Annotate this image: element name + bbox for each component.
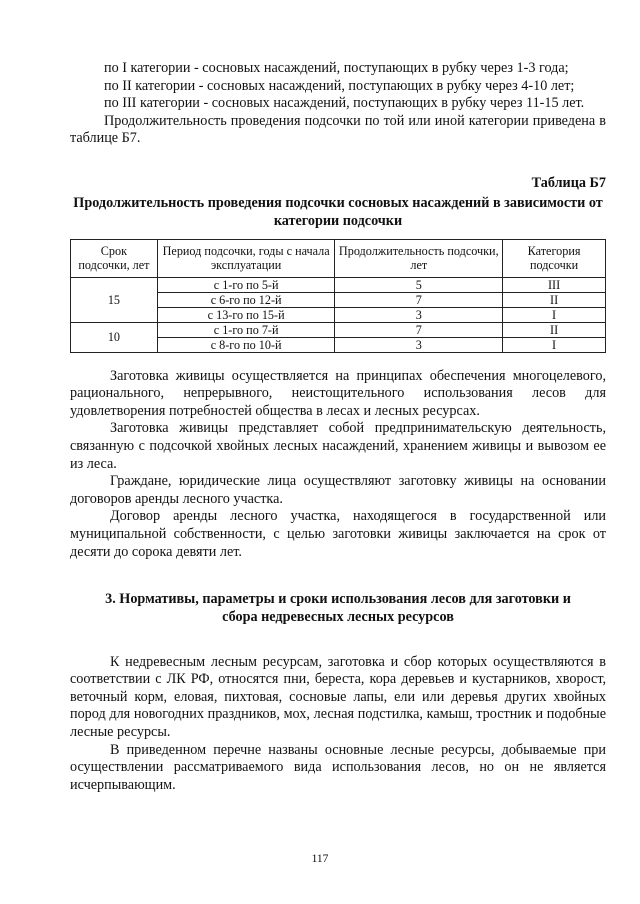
body-paragraph-1: Заготовка живицы осуществляется на принципах обеспечения многоцелевого, рационального, непрерывного, неистощительного использования лесов для удовлетворения потребностей общества в лесах и лесных ресурсах. [70,367,606,419]
intro-paragraph-2: по II категории - сосновых насаждений, поступающих в рубку через 4-10 лет; [104,77,575,94]
intro-paragraph-3: по III категории - сосновых насаждений, поступающих в рубку через 11-15 лет. [104,95,585,112]
period-cell: с 1-го по 5-й [157,277,335,292]
intro-paragraph-4: Продолжительность проведения подсочки по той или иной категории приведена в таблице Б7. [70,112,606,147]
category-cell: I [503,337,606,352]
body-paragraph-2: Заготовка живицы представляет собой предпринимательскую деятельность, связанную с подсочкой хвойных лесных насаждений, хранением живицы и вывозом ее из леса. [70,420,606,472]
duration-cell: 7 [335,292,503,307]
section-paragraph-1: К недревесным лесным ресурсам, заготовка и сбор которых осуществляются в соответствии с ЛК РФ, относятся пни, береста, кора деревьев и кустарников, хворост, веточный корм, еловая, пихтовая, сосновые лапы, ели или деревья других хвойных пород для новогодних праздников, мох, лесная подстилка, камыш, тростник и подобные лесные ресурсы. [70,653,606,741]
body-paragraph-4: Договор аренды лесного участка, находящегося в государственной или муниципальной собственности, с целью заготовки живицы заключается на срок от десяти до сорока девяти лет. [70,508,606,560]
table-row [71,322,606,337]
category-cell: II [503,322,606,337]
header-category: Категория подсочки [503,239,606,277]
duration-table [70,239,606,353]
category-cell: I [503,307,606,322]
header-term: Срок подсочки, лет [71,239,158,277]
term-cell: 10 [71,322,158,352]
term-cell: 15 [71,277,158,322]
category-cell: II [503,292,606,307]
page-number: 117 [311,853,329,865]
table-row [71,277,606,292]
section-heading: 3. Нормативы, параметры и сроки использования лесов для заготовки и сбора недревесных лесных ресурсов [105,591,571,625]
period-cell: с 1-го по 7-й [157,322,335,337]
period-cell: с 8-го по 10-й [157,337,335,352]
page-content [70,60,606,794]
duration-cell: 3 [335,337,503,352]
table-title: Продолжительность проведения подсочки сосновых насаждений в зависимости от категории подсочки [73,194,603,229]
body-paragraph-3: Граждане, юридические лица осуществляют заготовку живицы на основании договоров аренды лесного участка. [70,473,606,507]
intro-paragraph-1: по I категории - сосновых насаждений, поступающих в рубку через 1-3 года; [104,60,569,76]
category-cell: III [503,277,606,292]
header-period: Период подсочки, годы с начала эксплуатации [157,239,335,277]
duration-cell: 7 [335,322,503,337]
table-header-row [71,239,606,277]
period-cell: с 6-го по 12-й [157,292,335,307]
table-caption: Таблица Б7 [531,174,606,191]
duration-cell: 5 [335,277,503,292]
section-paragraph-2: В приведенном перечне названы основные лесные ресурсы, добываемые при осуществлении рассматриваемого вида использования лесов, но он не является исчерпывающим. [70,741,606,793]
period-cell: с 13-го по 15-й [157,307,335,322]
duration-cell: 3 [335,307,503,322]
header-duration: Продолжительность подсочки, лет [335,239,503,277]
